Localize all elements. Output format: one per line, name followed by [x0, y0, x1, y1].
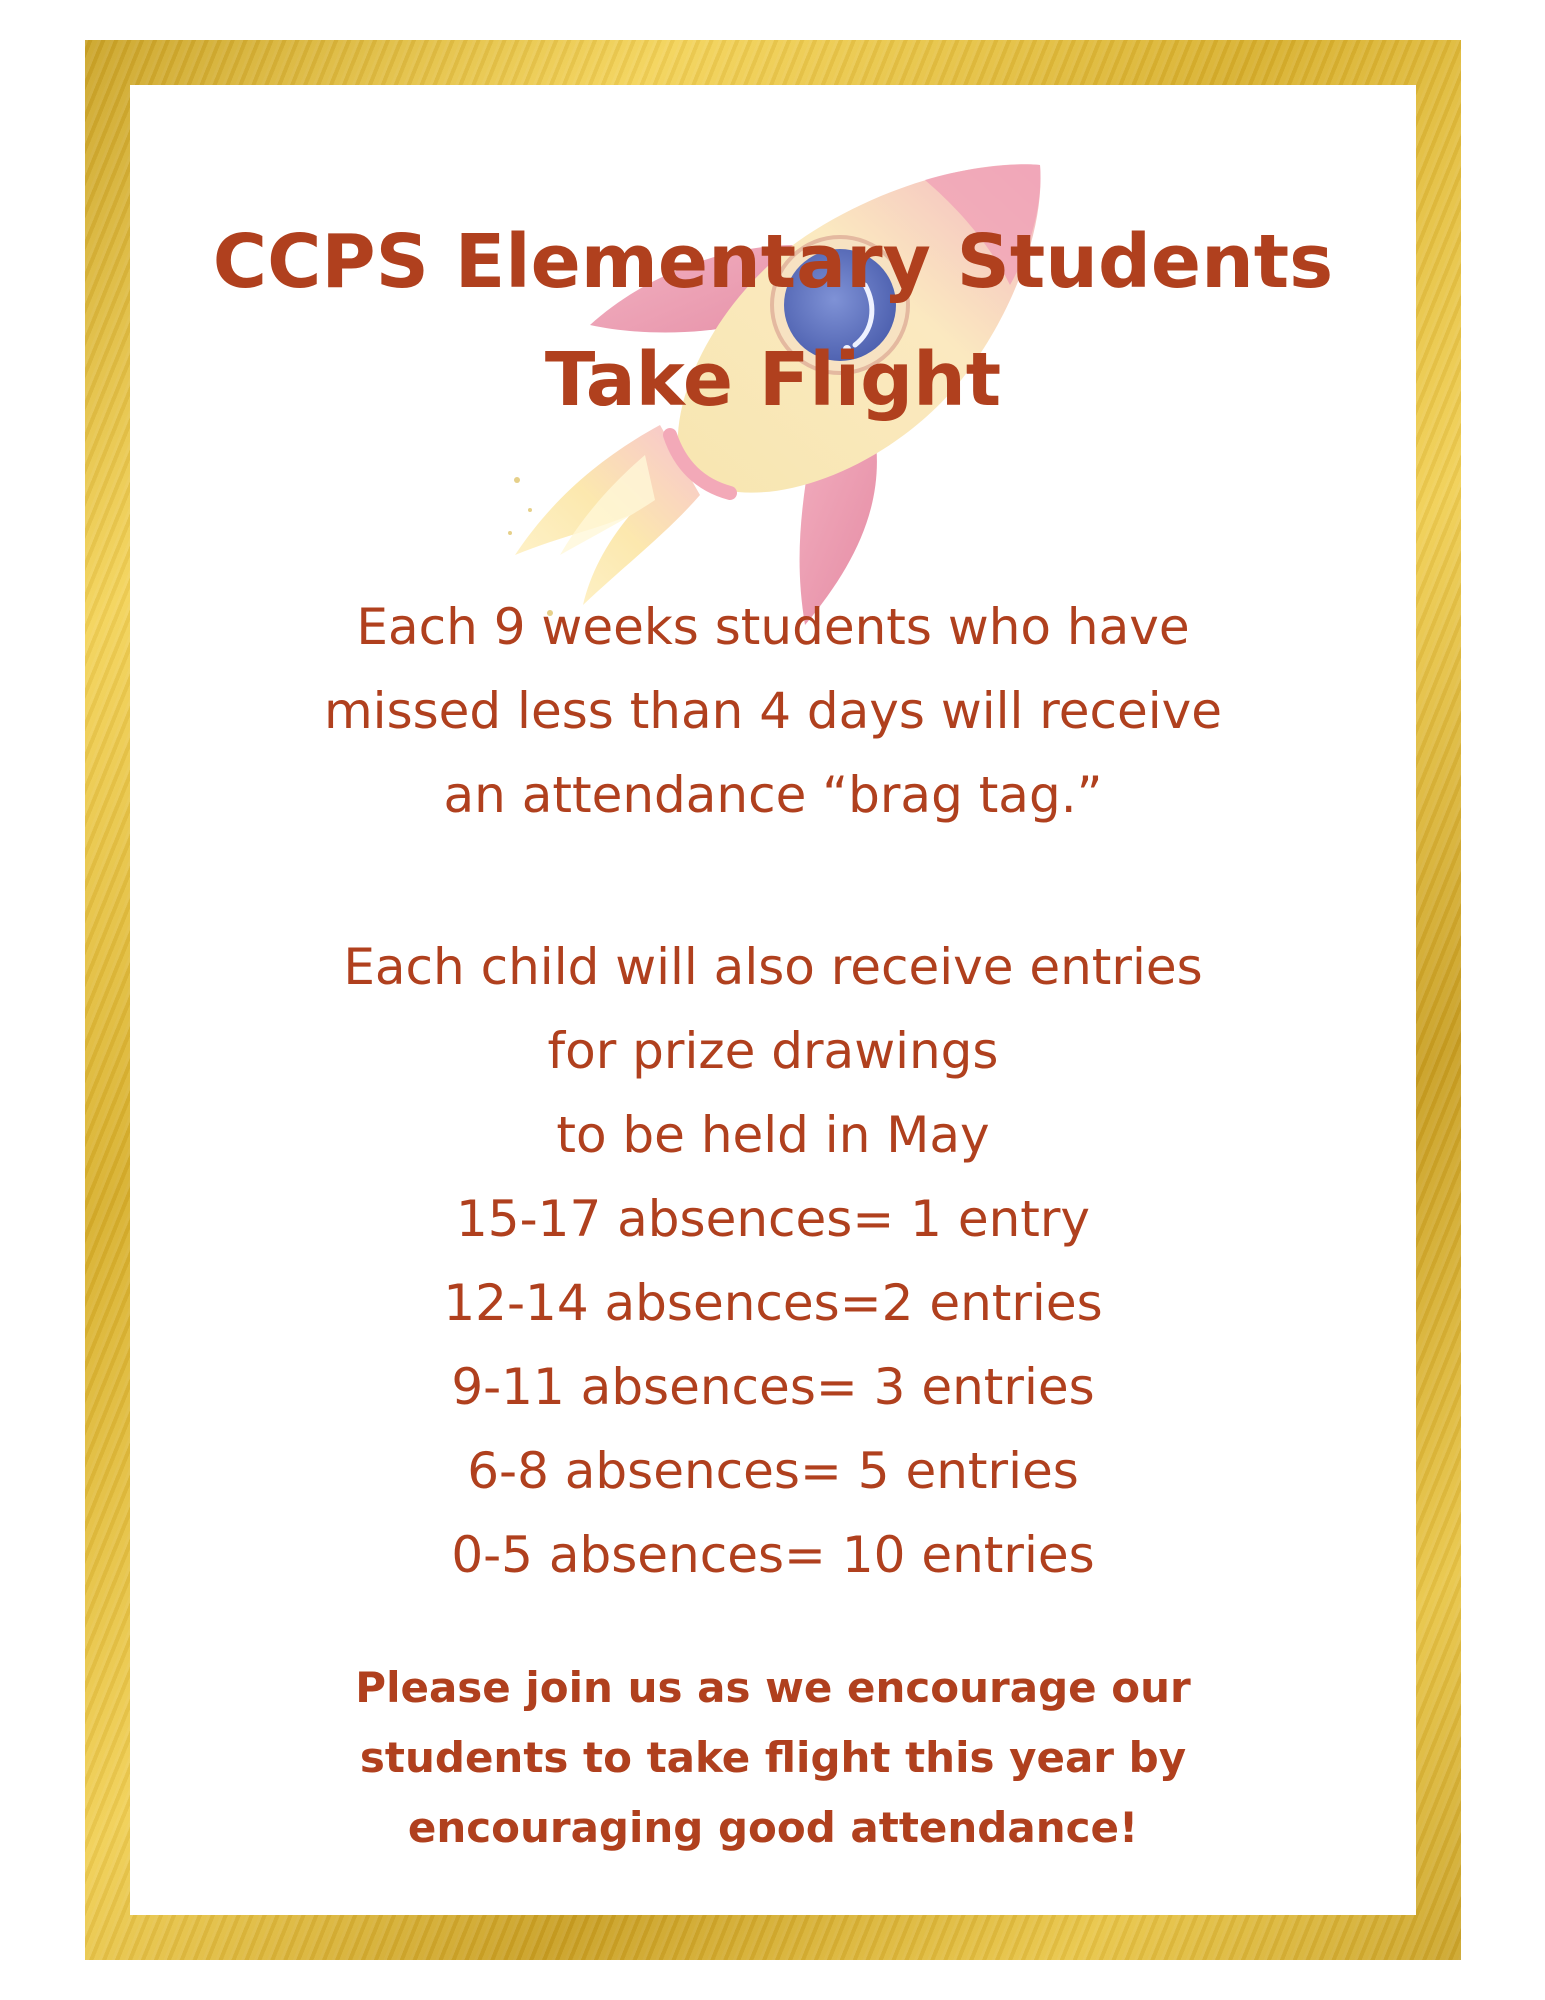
closing-paragraph [130, 1653, 1416, 1863]
closing-line: encouraging good attendance! [407, 1803, 1139, 1852]
title-line-2: Take Flight [544, 337, 1002, 423]
prize-line: to be held in May [556, 1106, 990, 1164]
intro-line: an attendance “brag tag.” [443, 766, 1103, 824]
intro-line: missed less than 4 days will receive [323, 682, 1223, 740]
prize-line: for prize drawings [547, 1022, 999, 1080]
prize-tier: 9-11 absences= 3 entries [451, 1358, 1095, 1416]
flyer-title [130, 203, 1416, 439]
prize-tier: 15-17 absences= 1 entry [455, 1190, 1091, 1248]
intro-paragraph [130, 585, 1416, 837]
prize-line: Each child will also receive entries [343, 938, 1203, 996]
title-line-1: CCPS Elementary Students [212, 219, 1334, 305]
prize-tier: 0-5 absences= 10 entries [451, 1526, 1095, 1584]
intro-line: Each 9 weeks students who have [356, 598, 1190, 656]
prize-tier: 12-14 absences=2 entries [443, 1274, 1103, 1332]
closing-line: students to take flight this year by [359, 1733, 1187, 1782]
prize-paragraph [130, 925, 1416, 1597]
closing-line: Please join us as we encourage our [355, 1663, 1191, 1712]
gold-frame [85, 40, 1461, 1960]
flyer-panel [130, 85, 1416, 1915]
prize-tier: 6-8 absences= 5 entries [467, 1442, 1079, 1500]
